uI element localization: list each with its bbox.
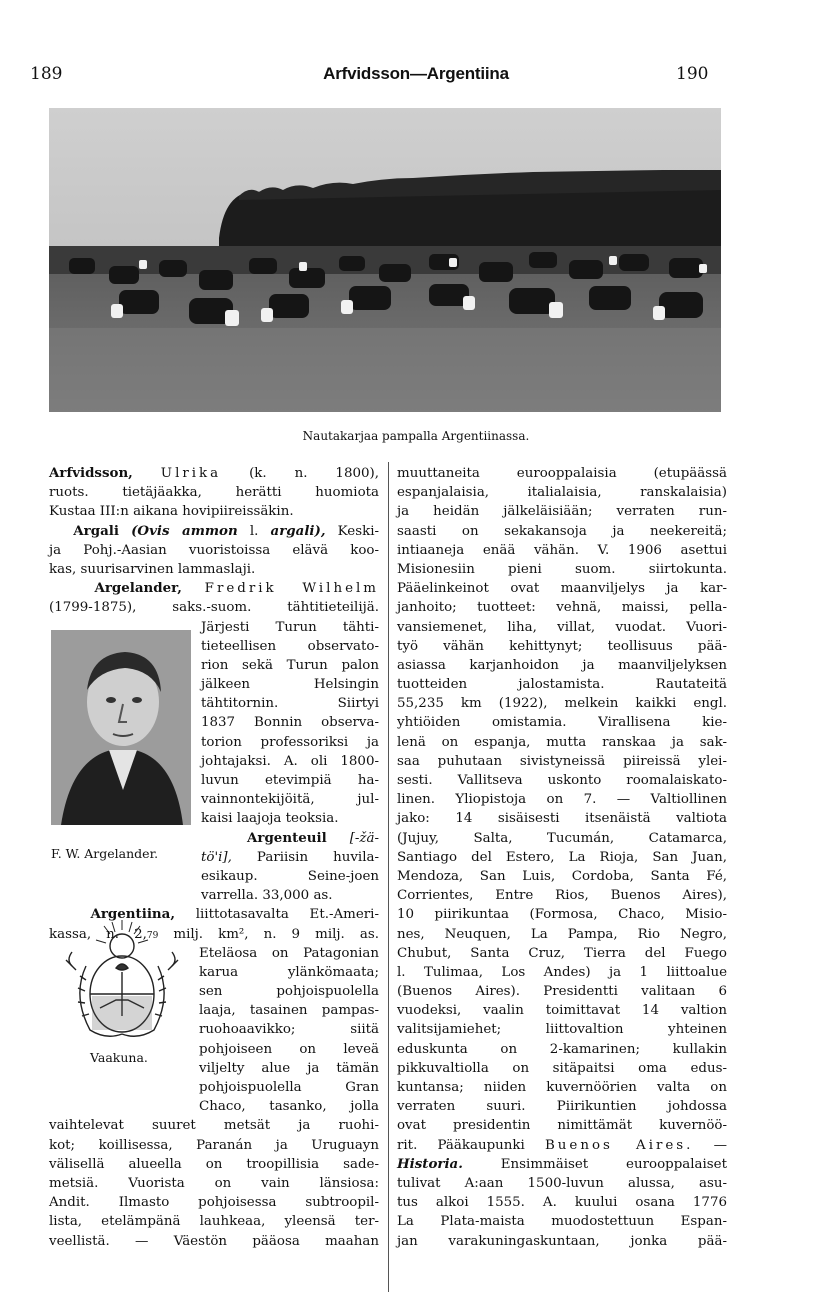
text-line: kaisi laajoja teoksia. [201,811,339,827]
text-line: (1799-1875), saks.-suom. tähtitieteilijä. [49,600,379,616]
text-line: kas, suurisarvinen lammaslaji. [49,561,256,577]
running-title: Arfvidsson—Argentiina [323,64,509,83]
text-line: vansiemenet, liha, villat, vuodat. Vuori- [397,619,727,635]
text-line: janhoito; tuotteet: vehnä, maissi, pella- [397,600,727,616]
text-line: 10 piirikuntaa (Formosa, Chaco, Misio- [397,907,727,923]
text-line: La Plata-maista muodostettuun Espan- [397,1214,727,1230]
text-line: Pääelinkeinot ovat maanviljelys ja kar- [397,581,727,597]
text-line: Corrientes, Entre Rios, Buenos Aires), [397,888,727,904]
text-line: jälkeen Helsingin [201,677,379,693]
text-line: yhtiöiden omistamia. Virallisena kie- [397,715,727,731]
text-line: torion professoriksi ja [201,734,379,750]
text-line: linen. Yliopistoja on 7. — Valtiollinen [397,792,727,808]
cattle-photo [49,108,721,412]
text-line: (Buenos Aires). Presidentti valitaan 6 [397,984,727,1000]
text-line: pikkuvaltiolla on sitäpaitsi oma edus- [397,1060,727,1076]
text-line: Eteläosa on Patagonian [199,945,379,961]
entry-argentiina-line: Argentiina, liittotasavalta Et.-Ameri- [90,906,379,923]
text-line: ruohoaavikko; siitä [199,1022,379,1038]
entry-argali-line: Argali (Ovis ammon l. argali), Keski- [73,522,379,539]
text-line: intiaaneja enää vähän. V. 1906 asettui [397,542,727,558]
right-column [397,464,727,1251]
page-number-left: 189 [30,64,63,84]
cattle-photo-drawing [49,108,721,412]
text-line: pohjoispuolella Gran [199,1080,379,1095]
text-line: veellistä. — Väestön pääosa maahan [49,1233,379,1249]
coat-caption: Vaakuna. [90,1050,148,1065]
text-line: Chubut, Santa Cruz, Tierra del Fuego [397,945,727,961]
text-line: (Jujuy, Salta, Tucumán, Catamarca, [397,830,727,846]
text-line: 1837 Bonnin observa- [201,715,379,731]
entry-argenteuil-line: Argenteuil [-žä- [247,829,379,846]
portrait-caption: F. W. Argelander. [51,846,159,861]
text-line: tieteellisen observato- [201,638,379,654]
text-line: kassa, n. 2,79 milj. km², n. 9 milj. as. [49,926,379,942]
text-line: Misionesiin pieni suom. siirtokunta. [397,561,727,577]
text-line: Järjesti Turun tähti- [201,619,379,635]
text-line: Kustaa III:n aikana hovipiireissäkin. [49,504,294,520]
text-line: sen pohjoispuolella [199,984,379,1000]
text-line: saa puhutaan sivistyneissä piireissä ylei- [397,753,727,769]
text-line: 55,235 km (1922), melkein kaikki engl. [397,696,727,712]
text-line: Andit. Ilmasto pohjoisessa subtroopil- [49,1195,379,1211]
text-line: vuodeksi, vaalin toimittavat 14 valtion [397,1003,727,1019]
text-line: tulivat A:aan 1500-luvun alussa, asu- [397,1175,727,1191]
text-line: asiassa karjanhoidon ja maanviljelyksen [397,657,727,673]
text-line: Chaco, tasanko, jolla [199,1099,379,1115]
text-line: valitsijamiehet; liittovaltion yhteinen [397,1022,727,1038]
text-line: Santiago del Estero, La Rioja, San Juan, [397,849,727,865]
text-line: saasti on sekakansoja ja neekereitä; [397,523,727,539]
text-line: sesti. Vallitseva uskonto roomalaiskato- [397,773,727,788]
text-line: johtajaksi. A. oli 1800- [201,753,379,769]
entry-argelander-line: Argelander, Fredrik Wilhelm [94,580,379,597]
text-line: luvun etevimpiä ha- [201,773,379,788]
text-line: tus alkoi 1555. A. kuului osana 1776 [397,1195,727,1211]
text-line: karua ylänkömaata; [199,964,379,980]
text-line: tö'i], Pariisin huvila- [201,849,379,865]
text-line: eduskunta on 2-kamarinen; kullakin [397,1041,727,1057]
text-line: tuotteiden jalostamista. Rautateitä [397,677,727,693]
text-line: ja heidän jälkeläisiään; verraten run- [397,504,727,520]
text-line: laaja, tasainen pampas- [199,1003,379,1019]
text-line: kot; koillisessa, Paranán ja Uruguayn [49,1137,379,1153]
text-line: kuntansa; niiden kuvernöörien valta on [397,1080,727,1095]
text-line: vaihtelevat suuret metsät ja ruohi- [49,1118,379,1134]
page-number-right: 190 [676,64,709,84]
text-line: lenä on espanja, mutta ranskaa ja sak- [397,734,727,750]
text-line: nes, Neuquen, La Pampa, Rio Negro, [397,926,727,942]
text-line: tähtitornin. Siirtyi [201,696,379,712]
text-line: verraten suuri. Piirikuntien johdossa [397,1099,727,1115]
text-line: espanjalaisia, italialaisia, ranskalaisia) [397,485,727,501]
text-line: esikaup. Seine-joen [201,868,379,884]
text-line: metsiä. Vuorista on vain länsiosa: [49,1175,379,1191]
text-line: lista, etelämpänä lauhkeaa, yleensä ter- [49,1214,379,1230]
text-line: vainnontekijöitä, jul- [201,792,379,808]
text-line: ovat presidentin nimittämät kuvernöö- [397,1118,727,1134]
text-line: pohjoiseen on leveä [199,1041,379,1057]
text-line: rion sekä Turun palon [201,657,379,673]
text-line: varrella. 33,000 as. [201,888,333,904]
column-divider [388,462,389,1292]
entry-arfvidsson-line: Arfvidsson, Ulrika (k. n. 1800), [49,465,379,481]
text-line: ruots. tietäjäakka, herätti huomiota [49,485,379,501]
left-column [49,464,379,1251]
text-line: viljelty alue ja tämän [199,1060,379,1076]
photo-caption: Nautakarjaa pampalla Argentiinassa. [302,429,530,443]
text-line: Historia. Ensimmäiset eurooppalaiset [397,1155,727,1172]
text-line: jako: 14 sisäisesti itsenäistä valtiota [397,811,727,827]
text-line: ja Pohj.-Aasian vuoristoissa elävä koo- [49,542,379,558]
text-line: välisellä alueella on troopillisia sade- [49,1156,379,1172]
headword: Arfvidsson, [49,465,133,481]
text-line: l. Tulimaa, Los Andes) ja 1 liittoalue [397,964,727,980]
text-line: jan varakuningaskuntaan, jonka pää- [397,1233,727,1249]
text-line: työ vähän kehittynyt; teollisuus pää- [397,638,727,654]
text-line: Mendoza, San Luis, Cordoba, Santa Fé, [397,868,727,884]
text-line: muuttaneita eurooppalaisia (etupäässä [397,466,727,481]
text-line: rit. Pääkaupunki Buenos Aires. — [397,1137,727,1153]
